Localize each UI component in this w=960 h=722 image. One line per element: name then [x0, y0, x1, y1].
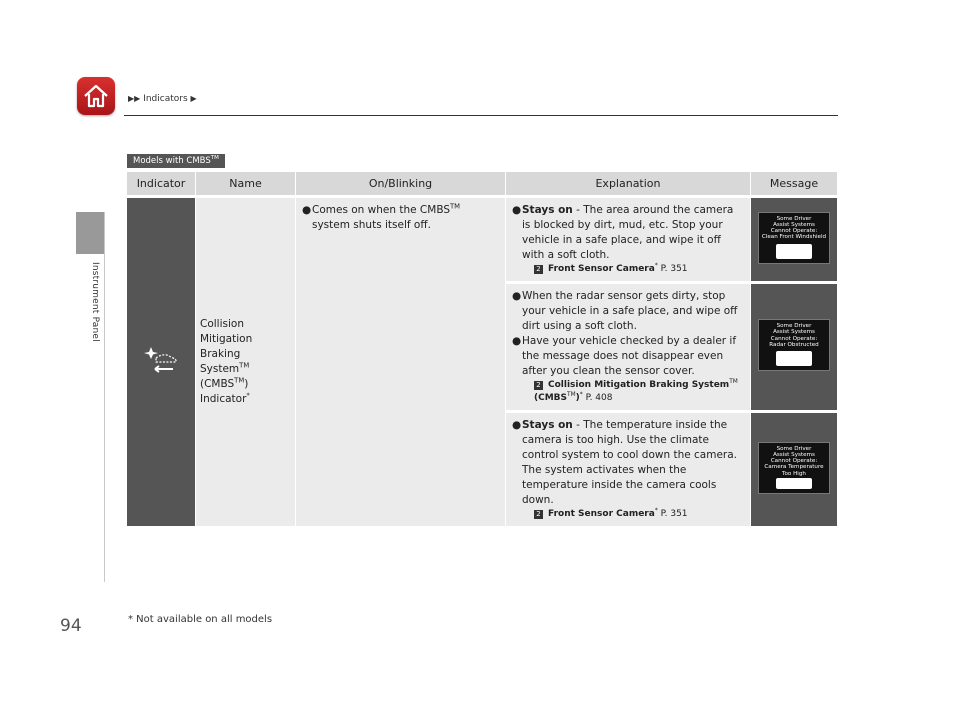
- list-item: ● Stays on - The temperature inside the camera is too high. Use the climate control system to cool down the camera. The system activates when the temperature inside the camera cools down.: [512, 419, 738, 506]
- camera-warning-icon: [776, 244, 812, 259]
- list-item: ● Stays on - The area around the camera is blocked by dirt, mud, etc. Stop your vehicle in a safe place, and wipe it off with a soft cloth.: [512, 204, 734, 261]
- explanation-cell: [506, 195, 751, 281]
- name-cell: Collision Mitigation Braking System™ (CMBS™) Indicator*: [196, 195, 296, 526]
- page-number: 94: [60, 616, 82, 636]
- header-explanation: Explanation: [506, 172, 751, 195]
- sidebar-divider: [104, 212, 105, 582]
- page-reference-link[interactable]: 2 Front Sensor Camera* P. 351: [512, 508, 744, 521]
- explanation-cell: [506, 410, 751, 526]
- home-icon: [82, 82, 110, 110]
- cmbs-indicator-icon: [143, 345, 179, 375]
- list-item: ● Comes on when the CMBS™ system shuts itself off.: [302, 202, 461, 231]
- models-tag: Models with CMBS™: [127, 154, 225, 168]
- header-message: Message: [751, 172, 837, 195]
- breadcrumb[interactable]: [128, 94, 197, 104]
- message-cell: [751, 281, 837, 410]
- radar-warning-icon: [776, 351, 812, 366]
- reference-arrow-icon: 2: [534, 381, 543, 390]
- on-blinking-cell: [296, 195, 506, 526]
- message-cell: [751, 195, 837, 281]
- page-reference-link[interactable]: 2 Front Sensor Camera* P. 351: [512, 263, 744, 276]
- page-reference-link[interactable]: 2 Collision Mitigation Braking System™ (CMBS™)* P. 408: [534, 379, 738, 403]
- breadcrumb-link-indicators[interactable]: Indicators: [143, 94, 188, 104]
- reference-arrow-icon: 2: [534, 265, 543, 274]
- home-button[interactable]: [77, 77, 115, 115]
- table-header-row: [127, 172, 837, 195]
- breadcrumb-arrow: ▶▶: [128, 94, 141, 103]
- indicator-cell: [127, 195, 196, 526]
- message-display: Some Driver Assist Systems Cannot Operate: Radar Obstructed: [758, 319, 830, 371]
- sidebar-tab: [76, 212, 104, 254]
- table-row: [127, 195, 837, 281]
- reference-arrow-icon: 2: [534, 510, 543, 519]
- header-divider: [124, 115, 838, 116]
- list-item: ● When the radar sensor gets dirty, stop your vehicle in a safe place, and wipe off dirt using a soft cloth.: [512, 290, 738, 332]
- explanation-cell: [506, 281, 751, 410]
- message-cell: [751, 410, 837, 526]
- breadcrumb-arrow-end: ▶: [190, 94, 197, 103]
- list-item: ● Have your vehicle checked by a dealer if the message does not disappear even after you clean the sensor cover.: [512, 335, 737, 377]
- header-indicator: Indicator: [127, 172, 196, 195]
- camera-temperature-icon: [776, 478, 812, 489]
- footnote: * Not available on all models: [128, 614, 273, 625]
- header-name: Name: [196, 172, 296, 195]
- sidebar-section-label: Instrument Panel: [90, 262, 100, 342]
- indicator-table: [127, 172, 837, 526]
- header-on-blinking: On/Blinking: [296, 172, 506, 195]
- message-display: Some Driver Assist Systems Cannot Operate: Camera Temperature Too High: [758, 442, 830, 494]
- message-display: Some Driver Assist Systems Cannot Operate: Clean Front Windshield: [758, 212, 830, 264]
